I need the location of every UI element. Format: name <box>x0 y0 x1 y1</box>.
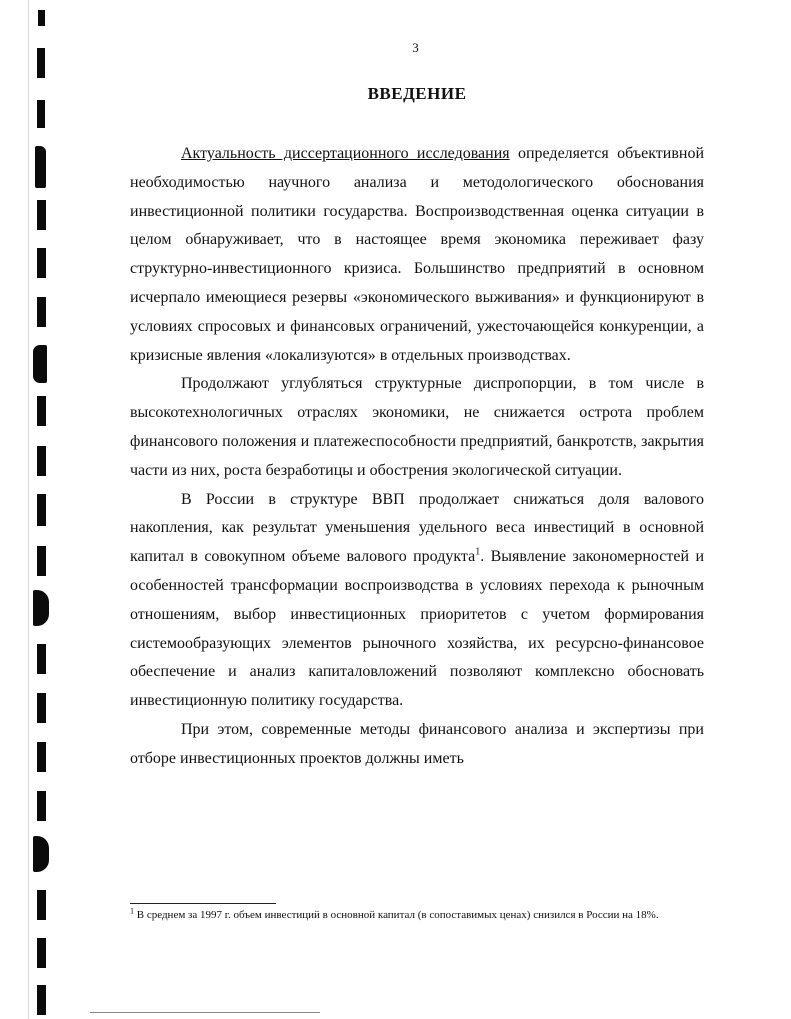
page-number: 3 <box>412 40 419 55</box>
binding-mark <box>37 494 46 526</box>
binding-mark <box>37 248 46 278</box>
binding-mark <box>33 590 49 626</box>
binding-mark <box>37 938 46 968</box>
underlined-phrase: Актуальность диссертационного исследования <box>181 145 510 162</box>
binding-mark <box>37 297 46 327</box>
binding-mark <box>37 890 46 920</box>
body-text <box>130 140 704 774</box>
footnote-separator <box>130 903 276 904</box>
binding-mark <box>37 791 46 821</box>
binding-mark <box>33 836 49 872</box>
footnote-reference: 1 <box>475 546 481 558</box>
footnote-marker: 1 <box>130 906 134 916</box>
binding-mark <box>33 345 47 383</box>
paragraph-text: . Выявление закономерностей и особенностей трансформации воспроизводства в условиях перехода к рыночным отношениям, выбор инвестиционных приоритетов с учетом формирования системообразующих элементов рыночного хозяйства, их ресурсно-финансовое обеспечение и анализ капиталовложений позволяют комплексно обосновать инвестиционную политику государства. <box>130 548 705 710</box>
binding-mark <box>37 200 46 230</box>
binding-mark <box>37 446 46 476</box>
paragraph-relevance <box>130 140 704 370</box>
binding-mark <box>37 546 46 576</box>
footnote <box>130 906 704 922</box>
binding-mark <box>38 10 45 26</box>
scan-bottom-line <box>90 1012 320 1013</box>
scan-binding-marks <box>0 0 60 1019</box>
binding-mark <box>37 985 46 1015</box>
binding-mark <box>35 146 46 188</box>
binding-mark <box>37 100 45 128</box>
binding-mark <box>37 644 46 674</box>
footnote-text: В среднем за 1997 г. объем инвестиций в основной капитал (в сопоставимых ценах) снизился в России на 18%. <box>134 909 659 921</box>
paragraph-text: определяется объективной необходимостью научного анализа и методологического обоснования инвестиционной политики государства. Воспроизводственная оценка ситуации в целом обнаруживает, что в настоящее время экономика переживает фазу структурно-инвестиционного кризиса. Большинство предприятий в основном исчерпало имеющиеся резервы «экономического выживания» и функционируют в условиях спросовых и финансовых ограничений, ужесточающейся конкуренции, а кризисные явления «локализуются» в отдельных производствах. <box>130 145 705 364</box>
paragraph-gdp <box>130 486 704 716</box>
paragraph-methods: При этом, современные методы финансового анализа и экспертизы при отборе инвестиционных проектов должны иметь <box>130 720 704 767</box>
binding-mark <box>37 693 46 723</box>
section-title: ВВЕДЕНИЕ <box>367 84 467 103</box>
paragraph-disproportions: Продолжают углубляться структурные диспропорции, в том числе в высокотехнологичных отраслях экономики, не снижается острота проблем финансового положения и платежеспособности предприятий, банкротств, закрытия части из них, роста безработицы и обострения экологической ситуации. <box>130 375 704 479</box>
scan-edge-line <box>28 0 29 1019</box>
binding-mark <box>37 742 46 772</box>
binding-mark <box>37 396 46 426</box>
paragraph-text: В России в структуре ВВП продолжает снижаться доля валового накопления, как результат уменьшения удельного веса инвестиций в основной капитал в совокупном объеме валового продукта <box>130 490 704 566</box>
